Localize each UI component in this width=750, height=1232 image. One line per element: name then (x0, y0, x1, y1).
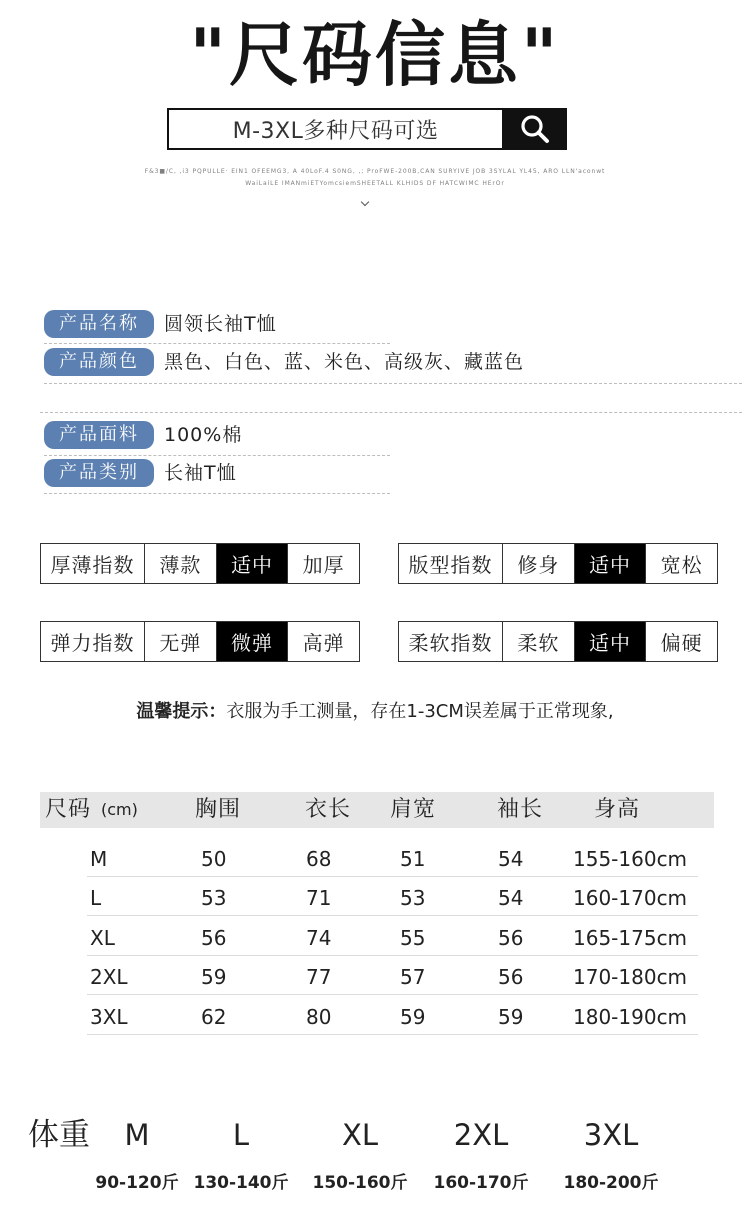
header-height: 身高 (594, 797, 641, 822)
weight-range: 150-160斤 (312, 1173, 408, 1193)
cell-length: 71 (306, 886, 332, 910)
cell-sleeve: 56 (498, 926, 524, 950)
cell-sleeve: 54 (498, 847, 524, 871)
cell-length: 80 (306, 1005, 332, 1029)
cell-height: 160-170cm (573, 886, 688, 910)
cell-height: 180-190cm (573, 1005, 688, 1029)
index-option: 无弹 (144, 622, 216, 661)
index-option: 修身 (502, 544, 574, 583)
thickness-index (40, 543, 360, 584)
cell-height: 165-175cm (573, 926, 688, 950)
index-option: 微弹 (216, 622, 288, 661)
divider (44, 493, 390, 494)
index-option: 薄款 (144, 544, 216, 583)
search-input[interactable]: M-3XL多种尺码可选 (167, 108, 502, 150)
index-option: 适中 (574, 622, 646, 661)
cell-size: 3XL (90, 1005, 128, 1029)
index-label: 柔软指数 (408, 631, 493, 655)
softness-index (398, 621, 718, 662)
product-category-value: 长袖T恤 (164, 462, 237, 484)
table-row (87, 917, 698, 956)
weight-size: M (124, 1118, 150, 1152)
index-label: 弹力指数 (50, 631, 135, 655)
cell-chest: 53 (201, 886, 227, 910)
cell-shoulder: 51 (400, 847, 426, 871)
index-option: 宽松 (645, 544, 717, 583)
tip-line (0, 700, 750, 724)
index-option: 适中 (574, 544, 646, 583)
search-icon (518, 112, 552, 146)
weight-column (416, 1115, 546, 1196)
header-shoulder: 肩宽 (390, 797, 437, 822)
table-row (87, 877, 698, 916)
divider (44, 343, 390, 344)
search-button[interactable] (502, 108, 567, 150)
header-size: 尺码 (45, 797, 92, 822)
weight-column (176, 1115, 306, 1196)
size-table-header (40, 792, 714, 828)
index-option: 柔软 (502, 622, 574, 661)
header-chest: 胸围 (195, 797, 242, 822)
product-color-label: 产品颜色 (44, 348, 154, 376)
cell-length: 74 (306, 926, 332, 950)
product-category-label: 产品类别 (44, 459, 154, 487)
cell-shoulder: 55 (400, 926, 426, 950)
table-row (87, 996, 698, 1035)
divider (44, 455, 390, 456)
cell-height: 155-160cm (573, 847, 688, 871)
weight-size: 2XL (453, 1118, 509, 1152)
header-unit: (cm) (101, 800, 138, 819)
cell-sleeve: 54 (498, 886, 524, 910)
weight-range: 180-200斤 (563, 1173, 659, 1193)
cell-size: XL (90, 926, 115, 950)
weight-range: 90-120斤 (95, 1173, 179, 1193)
header-length: 衣长 (305, 797, 352, 822)
cell-shoulder: 59 (400, 1005, 426, 1029)
index-option: 加厚 (287, 544, 359, 583)
product-name-value: 圆领长袖T恤 (164, 313, 277, 335)
divider (44, 383, 742, 384)
weight-size: XL (341, 1118, 379, 1152)
weight-column (295, 1115, 425, 1196)
divider (40, 412, 742, 413)
weight-range: 130-140斤 (193, 1173, 289, 1193)
header-sleeve: 袖长 (497, 797, 544, 822)
elasticity-index (40, 621, 360, 662)
index-option: 适中 (216, 544, 288, 583)
fine-print-line: WaiLaiLE IMANmiETYomcsiemSHEETALL KLHIDS DF HATCWIMC HErOr (245, 180, 505, 187)
fit-index (398, 543, 718, 584)
index-label: 版型指数 (408, 553, 493, 577)
weight-size: L (232, 1118, 250, 1152)
cell-sleeve: 56 (498, 965, 524, 989)
cell-shoulder: 57 (400, 965, 426, 989)
cell-chest: 56 (201, 926, 227, 950)
index-option: 高弹 (287, 622, 359, 661)
fine-print-line: F&3■/C, ,i3 PQPULLE· EIN1 OFEEMG3, A 40LoF.4 S0NG, ,; ProFWE-200B,CAN SURYIVE JOB 3SYLAL YL45, ARO LLN'aconwt (144, 168, 606, 175)
tip-label: 温馨提示： (136, 701, 227, 722)
cell-size: M (90, 847, 108, 871)
cell-sleeve: 59 (498, 1005, 524, 1029)
cell-size: 2XL (90, 965, 128, 989)
cell-length: 68 (306, 847, 332, 871)
product-fabric-value: 100%棉 (164, 424, 243, 446)
search-bar[interactable] (167, 108, 567, 150)
table-row (87, 838, 698, 877)
weight-range: 160-170斤 (433, 1173, 529, 1193)
cell-chest: 62 (201, 1005, 227, 1029)
weight-label: 体重 (28, 1117, 90, 1153)
cell-size: L (90, 886, 102, 910)
cell-shoulder: 53 (400, 886, 426, 910)
cell-height: 170-180cm (573, 965, 688, 989)
tip-text: 衣服为手工测量，存在1-3CM误差属于正常现象, (226, 701, 614, 722)
page-title: "尺码信息" (189, 14, 561, 96)
product-fabric-label: 产品面料 (44, 421, 154, 449)
cell-length: 77 (306, 965, 332, 989)
index-option: 偏硬 (645, 622, 717, 661)
chevron-down-icon (361, 198, 369, 206)
weight-column (546, 1115, 676, 1196)
index-label: 厚薄指数 (50, 553, 135, 577)
cell-chest: 50 (201, 847, 227, 871)
product-color-value: 黑色、白色、蓝、米色、高级灰、藏蓝色 (164, 351, 525, 373)
product-name-label: 产品名称 (44, 310, 154, 338)
table-row (87, 956, 698, 995)
weight-size: 3XL (583, 1118, 639, 1152)
cell-chest: 59 (201, 965, 227, 989)
